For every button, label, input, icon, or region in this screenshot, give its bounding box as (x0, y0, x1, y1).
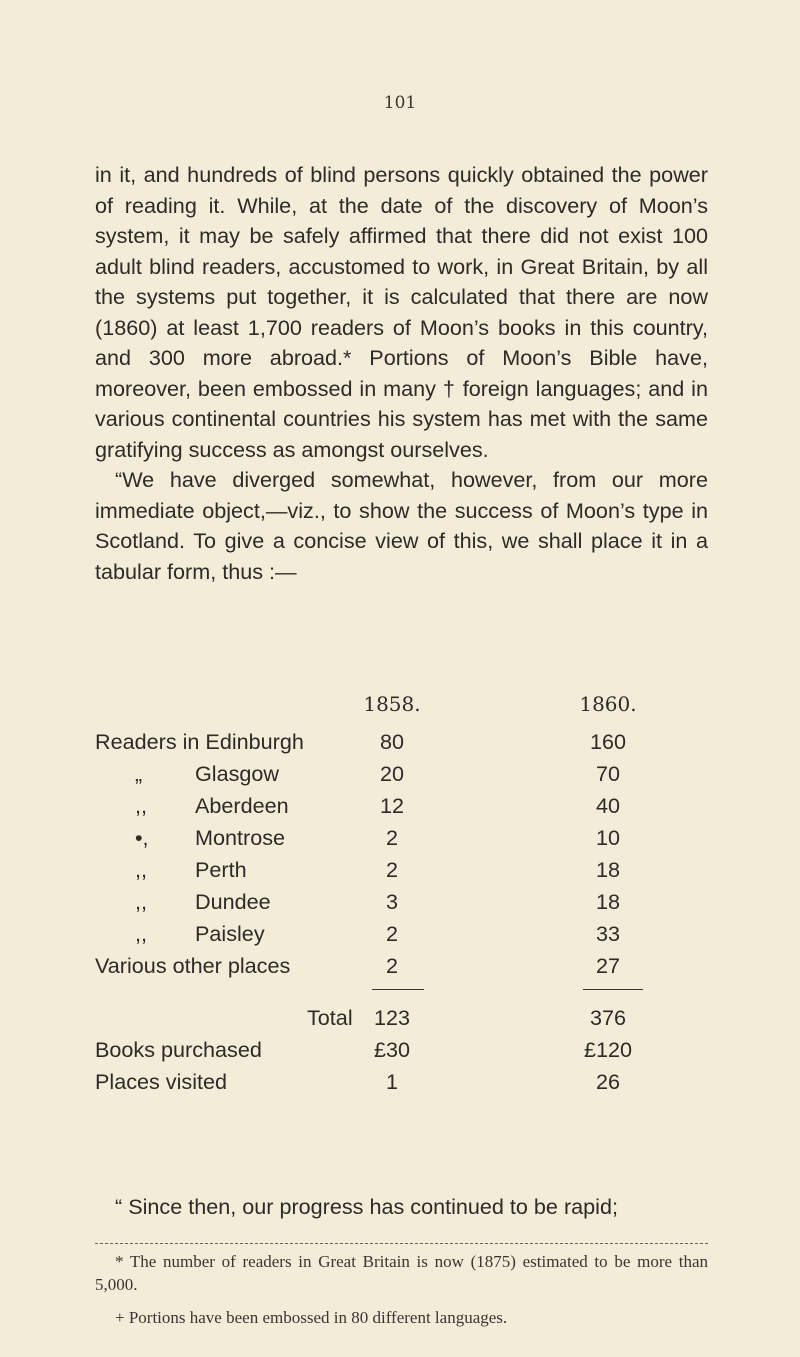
table-row (95, 726, 708, 758)
paragraph-2: “We have diverged somewhat, however, from our more immediate object,—viz., to show the success of Moon’s type in Scotland. To give a concise view of this, we shall place it in a tabular form, thus :— (95, 467, 708, 584)
column-header-1860: 1860. (579, 692, 637, 716)
footnote-2: + Portions have been embossed in 80 different languages. (115, 1308, 508, 1327)
table-row (95, 886, 708, 918)
value-1858: 2 (385, 857, 398, 882)
value-1860: 27 (595, 953, 621, 978)
ditto-mark: „ (135, 761, 143, 786)
value-1860: 70 (595, 761, 621, 786)
ditto-mark: ,, (135, 921, 147, 946)
books-1858: £30 (373, 1037, 411, 1062)
value-1858: 80 (379, 729, 405, 754)
table-row (95, 822, 708, 854)
footnote-1: * The number of readers in Great Britain is now (1875) estimated to be more than 5,000. (95, 1252, 708, 1294)
value-1860: 40 (595, 793, 621, 818)
value-1858: 2 (385, 953, 398, 978)
footnote-divider (95, 1243, 708, 1244)
row-label: Paisley (195, 921, 265, 946)
readers-table (95, 688, 708, 1098)
row-label: Readers in Edinburgh (95, 729, 304, 754)
total-row (95, 1002, 708, 1034)
ditto-mark: ,, (135, 889, 147, 914)
places-label: Places visited (95, 1069, 228, 1094)
value-1860: 18 (595, 857, 621, 882)
books-1860: £120 (583, 1037, 633, 1062)
places-1858: 1 (385, 1069, 398, 1094)
footnotes (95, 1250, 708, 1339)
ditto-mark: •, (135, 825, 149, 850)
column-header-1858: 1858. (363, 692, 421, 716)
row-label: Aberdeen (195, 793, 289, 818)
sum-rule-1858 (372, 989, 424, 990)
row-label: Various other places (95, 953, 291, 978)
total-1858: 123 (373, 1005, 411, 1030)
ditto-mark: ,, (135, 857, 147, 882)
table-header-row (95, 688, 708, 720)
page-number: 101 (383, 93, 417, 113)
continuation-text (95, 1192, 708, 1223)
value-1860: 33 (595, 921, 621, 946)
sum-rule-1860 (583, 989, 643, 990)
table-row (95, 790, 708, 822)
table-row (95, 918, 708, 950)
row-label: Montrose (195, 825, 286, 850)
value-1858: 3 (385, 889, 398, 914)
places-row (95, 1066, 708, 1098)
row-label: Glasgow (195, 761, 280, 786)
value-1858: 2 (385, 921, 398, 946)
table-row (95, 758, 708, 790)
value-1860: 18 (595, 889, 621, 914)
table-row (95, 854, 708, 886)
row-label: Perth (195, 857, 247, 882)
paragraph-1: in it, and hundreds of blind persons quickly obtained the power of reading it. While, at the date of the discovery of Moon’s system, it may be safely affirmed that there did not exist 100 adult blind readers, accustomed to work, in Great Britain, by all the systems put together, it is calculated that there are now (1860) at least 1,700 readers of Moon’s books in this country, and 300 more abroad.* Portions of Moon’s Bible have, moreover, been embossed in many † foreign languages; and in various continental countries his system has met with the same gratifying success as amongst ourselves. (95, 162, 708, 462)
value-1858: 20 (379, 761, 405, 786)
value-1860: 10 (595, 825, 621, 850)
value-1858: 12 (379, 793, 405, 818)
row-label: Dundee (195, 889, 271, 914)
value-1858: 2 (385, 825, 398, 850)
table-row (95, 950, 708, 982)
value-1860: 160 (589, 729, 627, 754)
ditto-mark: ,, (135, 793, 147, 818)
body-text (95, 160, 708, 587)
paragraph-3: “ Since then, our progress has continued to be rapid; (115, 1194, 618, 1219)
books-label: Books purchased (95, 1037, 262, 1062)
places-1860: 26 (595, 1069, 621, 1094)
total-label: Total (307, 1005, 353, 1030)
total-1860: 376 (589, 1005, 627, 1030)
books-row (95, 1034, 708, 1066)
